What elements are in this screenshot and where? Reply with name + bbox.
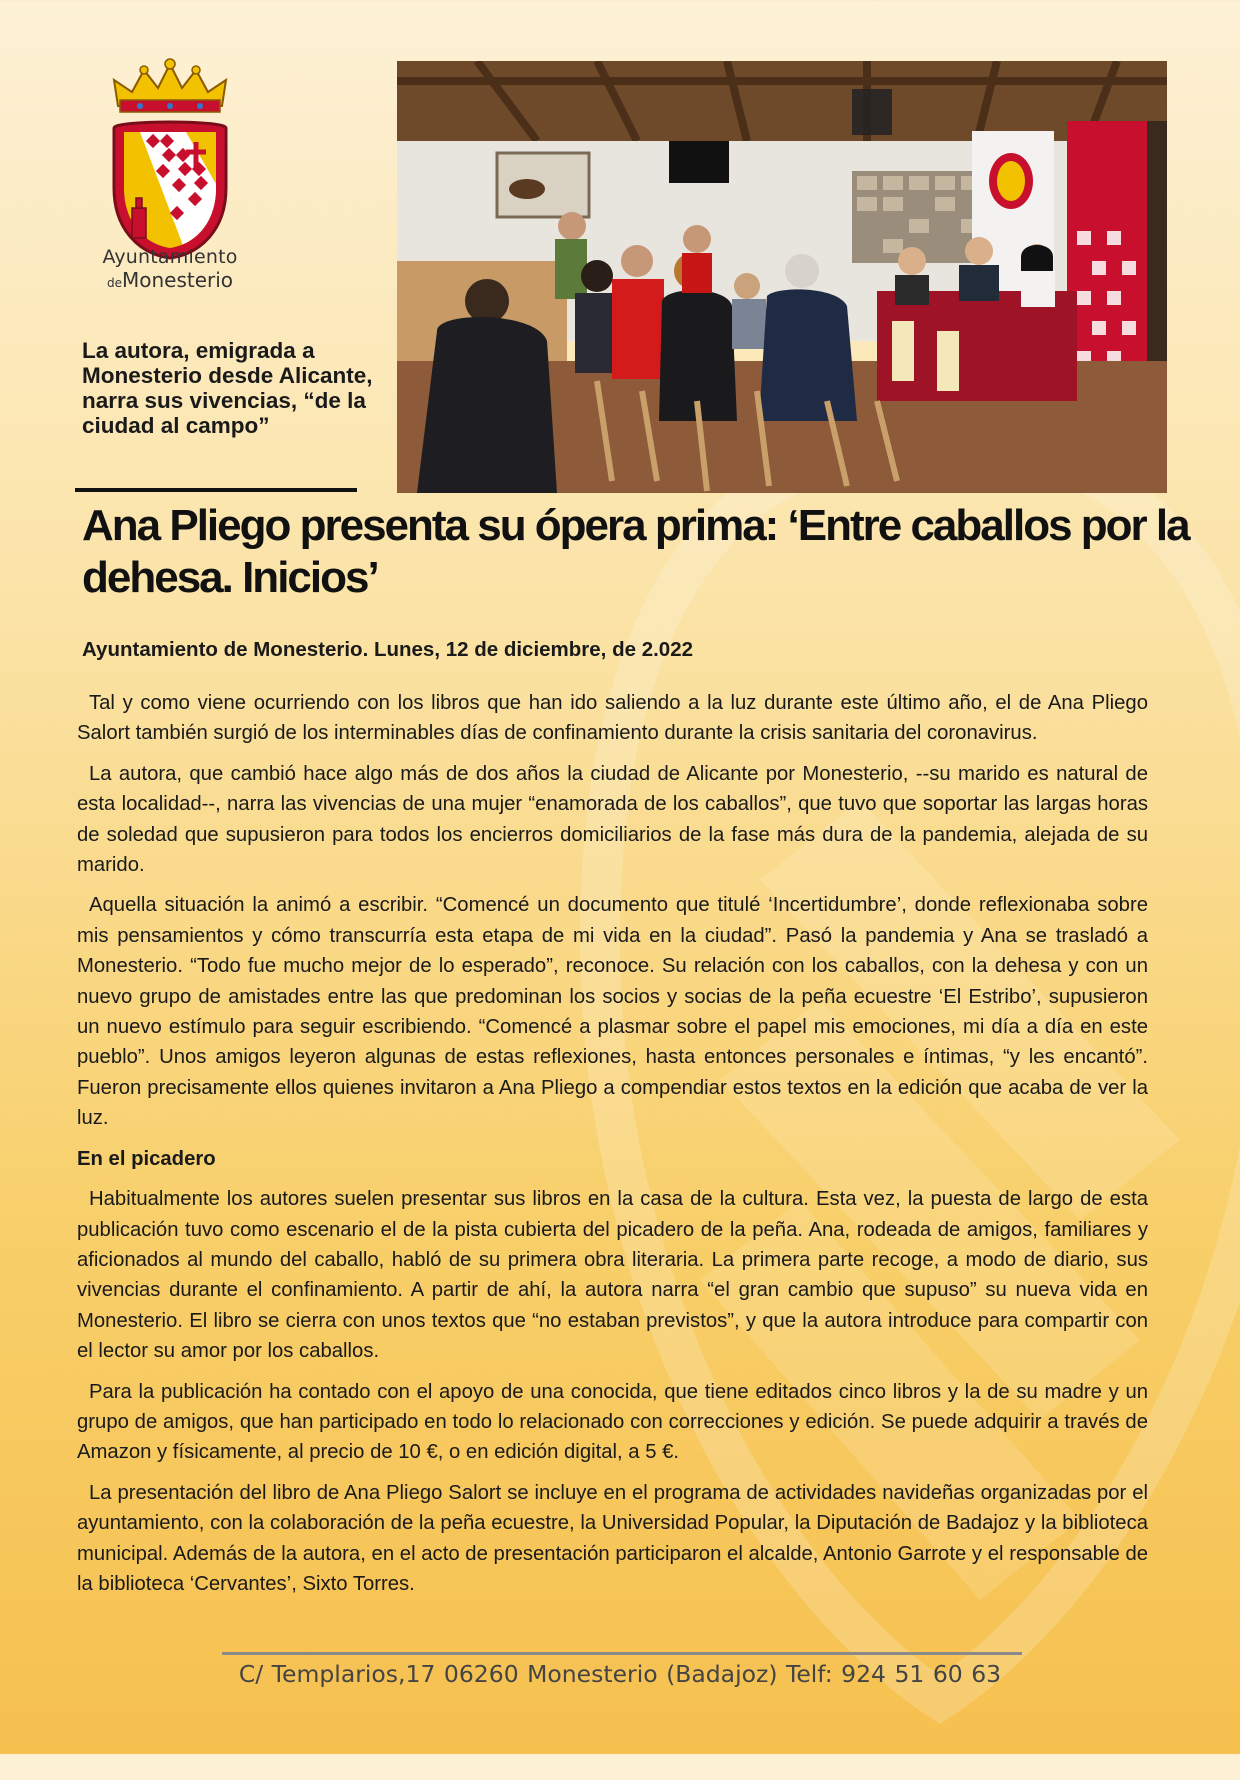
paragraph-5: Para la publicación ha contado con el apoyo de una conocida, que tiene editados cinco libros y la de su madre y un grupo de amigos, que han participado en todo lo relacionado con correcciones y edición. Se puede adquirir a través de Amazon y físicamente, al precio de 10 €, o en edición digital, a 5 €. <box>77 1380 1148 1464</box>
logo-text-monesterio: Monesterio <box>121 268 234 292</box>
paragraph-2: La autora, que cambió hace algo más de dos años la ciudad de Alicante por Monesterio, --su marido es natural de esta localidad--, narra las vivencias de una mujer “enamorada de los caballos”, que tuvo que soportar las largas horas de soledad que supusieron para todos los encierros domiciliarios de la fase más dura de la pandemia, alejada de su marido. <box>77 762 1148 877</box>
article-subtitle: La autora, emigrada a Monesterio desde Alicante, narra sus vivencias, “de la ciudad al campo” <box>82 338 373 438</box>
paragraph-1: Tal y como viene ocurriendo con los libros que han ido saliendo a la luz durante este último año, el de Ana Pliego Salort también surgió de los interminables días de confinamiento durante la crisis sanitaria del coronavirus. <box>77 692 1148 745</box>
subtitle-divider <box>75 488 357 492</box>
logo-text-de: de <box>106 276 122 290</box>
article-dateline: Ayuntamiento de Monesterio. Lunes, 12 de diciembre, de 2.022 <box>82 638 693 661</box>
footer-divider <box>222 1652 1022 1655</box>
logo-text-line2 <box>90 268 250 292</box>
section-heading: En el picadero <box>77 1147 216 1170</box>
article-body <box>77 688 1148 1609</box>
paragraph-4: Habitualmente los autores suelen presentar sus libros en la casa de la cultura. Esta vez, la puesta de largo de esta publicación tuvo como escenario el de la pista cubierta del picadero de la peña. Ana, rodeada de amigos, familiares y aficionados al mundo del caballo, habló de su primera obra literaria. La primera parte recoge, a modo de diario, sus vivencias durante el confinamiento. A partir de ahí, la autora narra “el gran cambio que supuso” su nueva vida en Monesterio. El libro se cierra con unos textos que “no estaban previstos”, y que la autora introduce para compartir con el lector su amor por los caballos. <box>77 1188 1148 1363</box>
paragraph-3: Aquella situación la animó a escribir. “Comencé un documento que titulé ‘Incertidumbre’, donde reflexionaba sobre mis pensamientos y cómo transcurría esta etapa de mi vida en la ciudad”. Pasó la pandemia y Ana se trasladó a Monesterio. “Todo fue mucho mejor de lo esperado”, reconoce. Su relación con los caballos, con la dehesa y con un nuevo grupo de amistades entre las que predominan los socios y socias de la peña ecuestre ‘El Estribo’, supusieron un nuevo estímulo para seguir escribiendo. “Comencé a plasmar sobre el papel mis emociones, mi día a día en este pueblo”. Unos amigos leyeron algunas de estas reflexiones, hasta entonces personales e íntimas, “y les encantó”. Fueron precisamente ellos quienes invitaron a Ana Pliego a compendiar estos textos en la edición que acaba de ver la luz. <box>77 894 1148 1130</box>
footer-address: C/ Templarios,17 06260 Monesterio (Badajoz) Telf: 924 51 60 63 <box>238 1660 1002 1688</box>
logo-text-line1: Ayuntamiento <box>102 246 238 268</box>
article-headline: Ana Pliego presenta su ópera prima: ‘Entre caballos por la dehesa. Inicios’ <box>82 501 1189 602</box>
presentation-photo <box>397 61 1167 493</box>
paragraph-6: La presentación del libro de Ana Pliego Salort se incluye en el programa de actividades navideñas organizadas por el ayuntamiento, con la colaboración de la peña ecuestre, la Universidad Popular, la Diputación de Badajoz y la biblioteca municipal. Además de la autora, en el acto de presentación participaron el alcalde, Antonio Garrote y el responsable de la biblioteca ‘Cervantes’, Sixto Torres. <box>77 1481 1148 1595</box>
